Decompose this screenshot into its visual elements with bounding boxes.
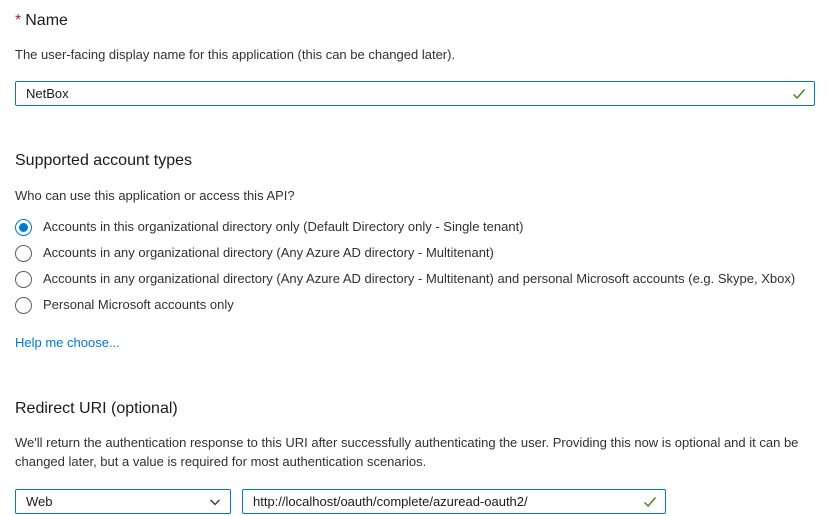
- chevron-down-icon: [209, 496, 221, 508]
- redirect-uri-input-container: [242, 489, 666, 514]
- name-section-heading: [15, 10, 815, 31]
- account-types-question: Who can use this application or access this API?: [15, 188, 295, 203]
- radio-label: Accounts in any organizational directory (Any Azure AD directory - Multitenant) and personal Microsoft accounts (e.g. Skype, Xbox): [43, 271, 796, 286]
- radio-personal-only[interactable]: [15, 292, 815, 318]
- valid-check-icon: [792, 87, 806, 101]
- help-me-choose-link[interactable]: Help me choose...: [15, 335, 120, 350]
- required-asterisk: *: [15, 12, 22, 29]
- radio-label: Personal Microsoft accounts only: [43, 297, 234, 312]
- account-type-options: [15, 214, 815, 318]
- name-description: The user-facing display name for this application (this can be changed later).: [15, 47, 456, 62]
- platform-select-value: Web: [26, 494, 53, 509]
- name-input[interactable]: [16, 82, 814, 105]
- radio-multitenant-personal[interactable]: [15, 266, 815, 292]
- name-label: Name: [25, 12, 68, 29]
- account-types-heading: Supported account types: [15, 152, 193, 169]
- radio-button-icon: [15, 245, 32, 262]
- radio-label: Accounts in any organizational directory (Any Azure AD directory - Multitenant): [43, 245, 494, 260]
- radio-button-icon: [15, 297, 32, 314]
- redirect-uri-description: We'll return the authentication response to this URI after successfully authenticating the user. Providing this now is optional and it can be changed later, but a value is required for most authentication scenarios.: [15, 435, 799, 469]
- redirect-uri-heading: Redirect URI (optional): [15, 400, 178, 417]
- radio-label: Accounts in this organizational directory only (Default Directory only - Single tenant): [43, 219, 524, 234]
- radio-button-icon: [15, 219, 32, 236]
- name-input-container: [15, 81, 815, 106]
- radio-single-tenant[interactable]: [15, 214, 815, 240]
- redirect-uri-row: [15, 489, 815, 514]
- platform-select[interactable]: [15, 489, 231, 514]
- redirect-uri-input[interactable]: [243, 490, 665, 513]
- radio-multitenant[interactable]: [15, 240, 815, 266]
- valid-check-icon: [643, 495, 657, 509]
- radio-button-icon: [15, 271, 32, 288]
